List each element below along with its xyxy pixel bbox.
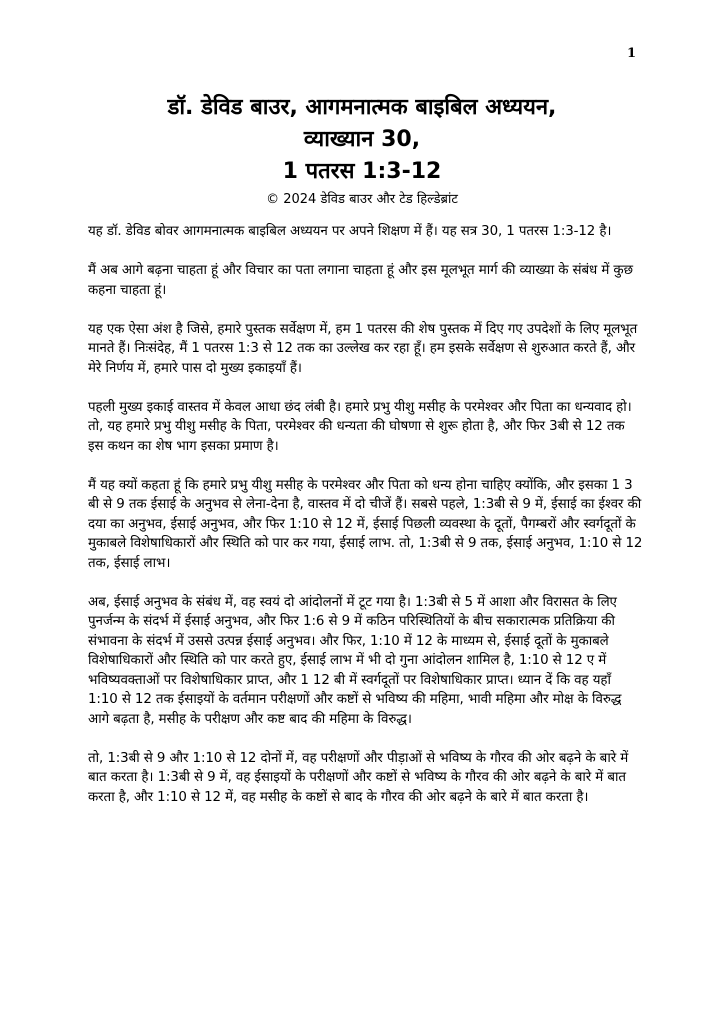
- page-number: 1: [626, 46, 636, 61]
- copyright-notice: © 2024 डेविड बाउर और टेड हिल्डेब्रांट: [266, 192, 458, 207]
- paragraph-2: मैं अब आगे बढ़ना चाहता हूं और विचार का पता लगाना चाहता हूं और इस मूलभूत मार्ग की व्याख्या के संबंध में कुछ कहना चाहता हूं।: [88, 263, 633, 298]
- paragraph-4: पहली मुख्य इकाई वास्तव में केवल आधा छंद लंबी है। हमारे प्रभु यीशु मसीह के परमेश्वर और पिता का धन्यवाद हो। तो, यह हमारे प्रभु यीशु मसीह के पिता, परमेश्वर की धन्यता की घोषणा से शुरू होता है, और फिर 3बी से 12 तक इस कथन का शेष भाग इसका प्रमाण है।: [88, 399, 632, 454]
- document-header: [60, 92, 664, 210]
- document-body: [88, 222, 644, 827]
- document-title: [60, 92, 664, 188]
- title-line-3: 1 पतरस 1:3-12: [282, 159, 442, 184]
- paragraph-5: मैं यह क्यों कहता हूं कि हमारे प्रभु यीशु मसीह के परमेश्वर और पिता को धन्य होना चाहिए क्योंकि, और इसका 1 3 बी से 9 तक ईसाई के अनुभव से लेना-देना है, वास्तव में दो चीजें हैं। सबसे पहले, 1:3बी से 9 में, ईसाई का ईश्वर की दया का अनुभव, ईसाई अनुभव, और फिर 1:10 से 12 में, ईसाई पिछली व्यवस्था के दूतों, पैगम्बरों और स्वर्गदूतों के मुकाबले विशेषाधिकारों और स्थिति को पार कर गया, ईसाई लाभ. तो, 1:3बी से 9 तक, ईसाई अनुभव, 1:10 से 12 तक, ईसाई लाभ।: [88, 477, 643, 571]
- paragraph-6: अब, ईसाई अनुभव के संबंध में, वह स्वयं दो आंदोलनों में टूट गया है। 1:3बी से 5 में आशा और विरासत के लिए पुनर्जन्म के संदर्भ में ईसाई अनुभव, और फिर 1:6 से 9 में कठिन परिस्थितियों के बीच सकारात्मक प्रतिक्रिया की संभावना के संदर्भ में उससे उत्पन्न ईसाई अनुभव। और फिर, 1:10 में 12 के माध्यम से, ईसाई दूतों के मुकाबले विशेषाधिकारों और स्थिति को पार करते हुए, ईसाई लाभ में भी दो गुना आंदोलन शामिल है, 1:10 से 12 ए में भविष्यवक्ताओं पर विशेषाधिकार प्राप्त, और 1 12 बी में स्वर्गदूतों पर विशेषाधिकार प्राप्त। ध्यान दें कि वह यहाँ 1:10 से 12 तक ईसाइयों के वर्तमान परीक्षणों और कष्टों से भविष्य की महिमा, भावी महिमा और मोक्ष के विरुद्ध आगे बढ़ता है, मसीह के परीक्षण और कष्ट बाद की महिमा के विरुद्ध।: [88, 594, 622, 727]
- paragraph-1: यह डॉ. डेविड बोवर आगमनात्मक बाइबिल अध्ययन पर अपने शिक्षण में हैं। यह सत्र 30, 1 पतरस 1:3-12 है।: [88, 224, 612, 239]
- paragraph-3: यह एक ऐसा अंश है जिसे, हमारे पुस्तक सर्वेक्षण में, हम 1 पतरस की शेष पुस्तक में दिए गए उपदेशों के लिए मूलभूत मानते हैं। निःसंदेह, मैं 1 पतरस 1:3 से 12 तक का उल्लेख कर रहा हूँ। हम इसके सर्वेक्षण से शुरुआत करते हैं, और मेरे निर्णय में, हमारे पास दो मुख्य इकाइयाँ हैं।: [88, 321, 638, 376]
- title-line-1: डॉ. डेविड बाउर, आगमनात्मक बाइबिल अध्ययन,: [167, 95, 557, 120]
- title-line-2: व्याख्यान 30,: [303, 127, 421, 152]
- paragraph-7: तो, 1:3बी से 9 और 1:10 से 12 दोनों में, वह परीक्षणों और पीड़ाओं से भविष्य के गौरव की ओर बढ़ने के बारे में बात करता है। 1:3बी से 9 में, वह ईसाइयों के परीक्षणों और कष्टों से भविष्य के गौरव की ओर बढ़ने के बारे में बात करता है, और 1:10 से 12 में, वह मसीह के कष्टों से बाद के गौरव की ओर बढ़ने के बारे में बात करता है।: [88, 750, 629, 805]
